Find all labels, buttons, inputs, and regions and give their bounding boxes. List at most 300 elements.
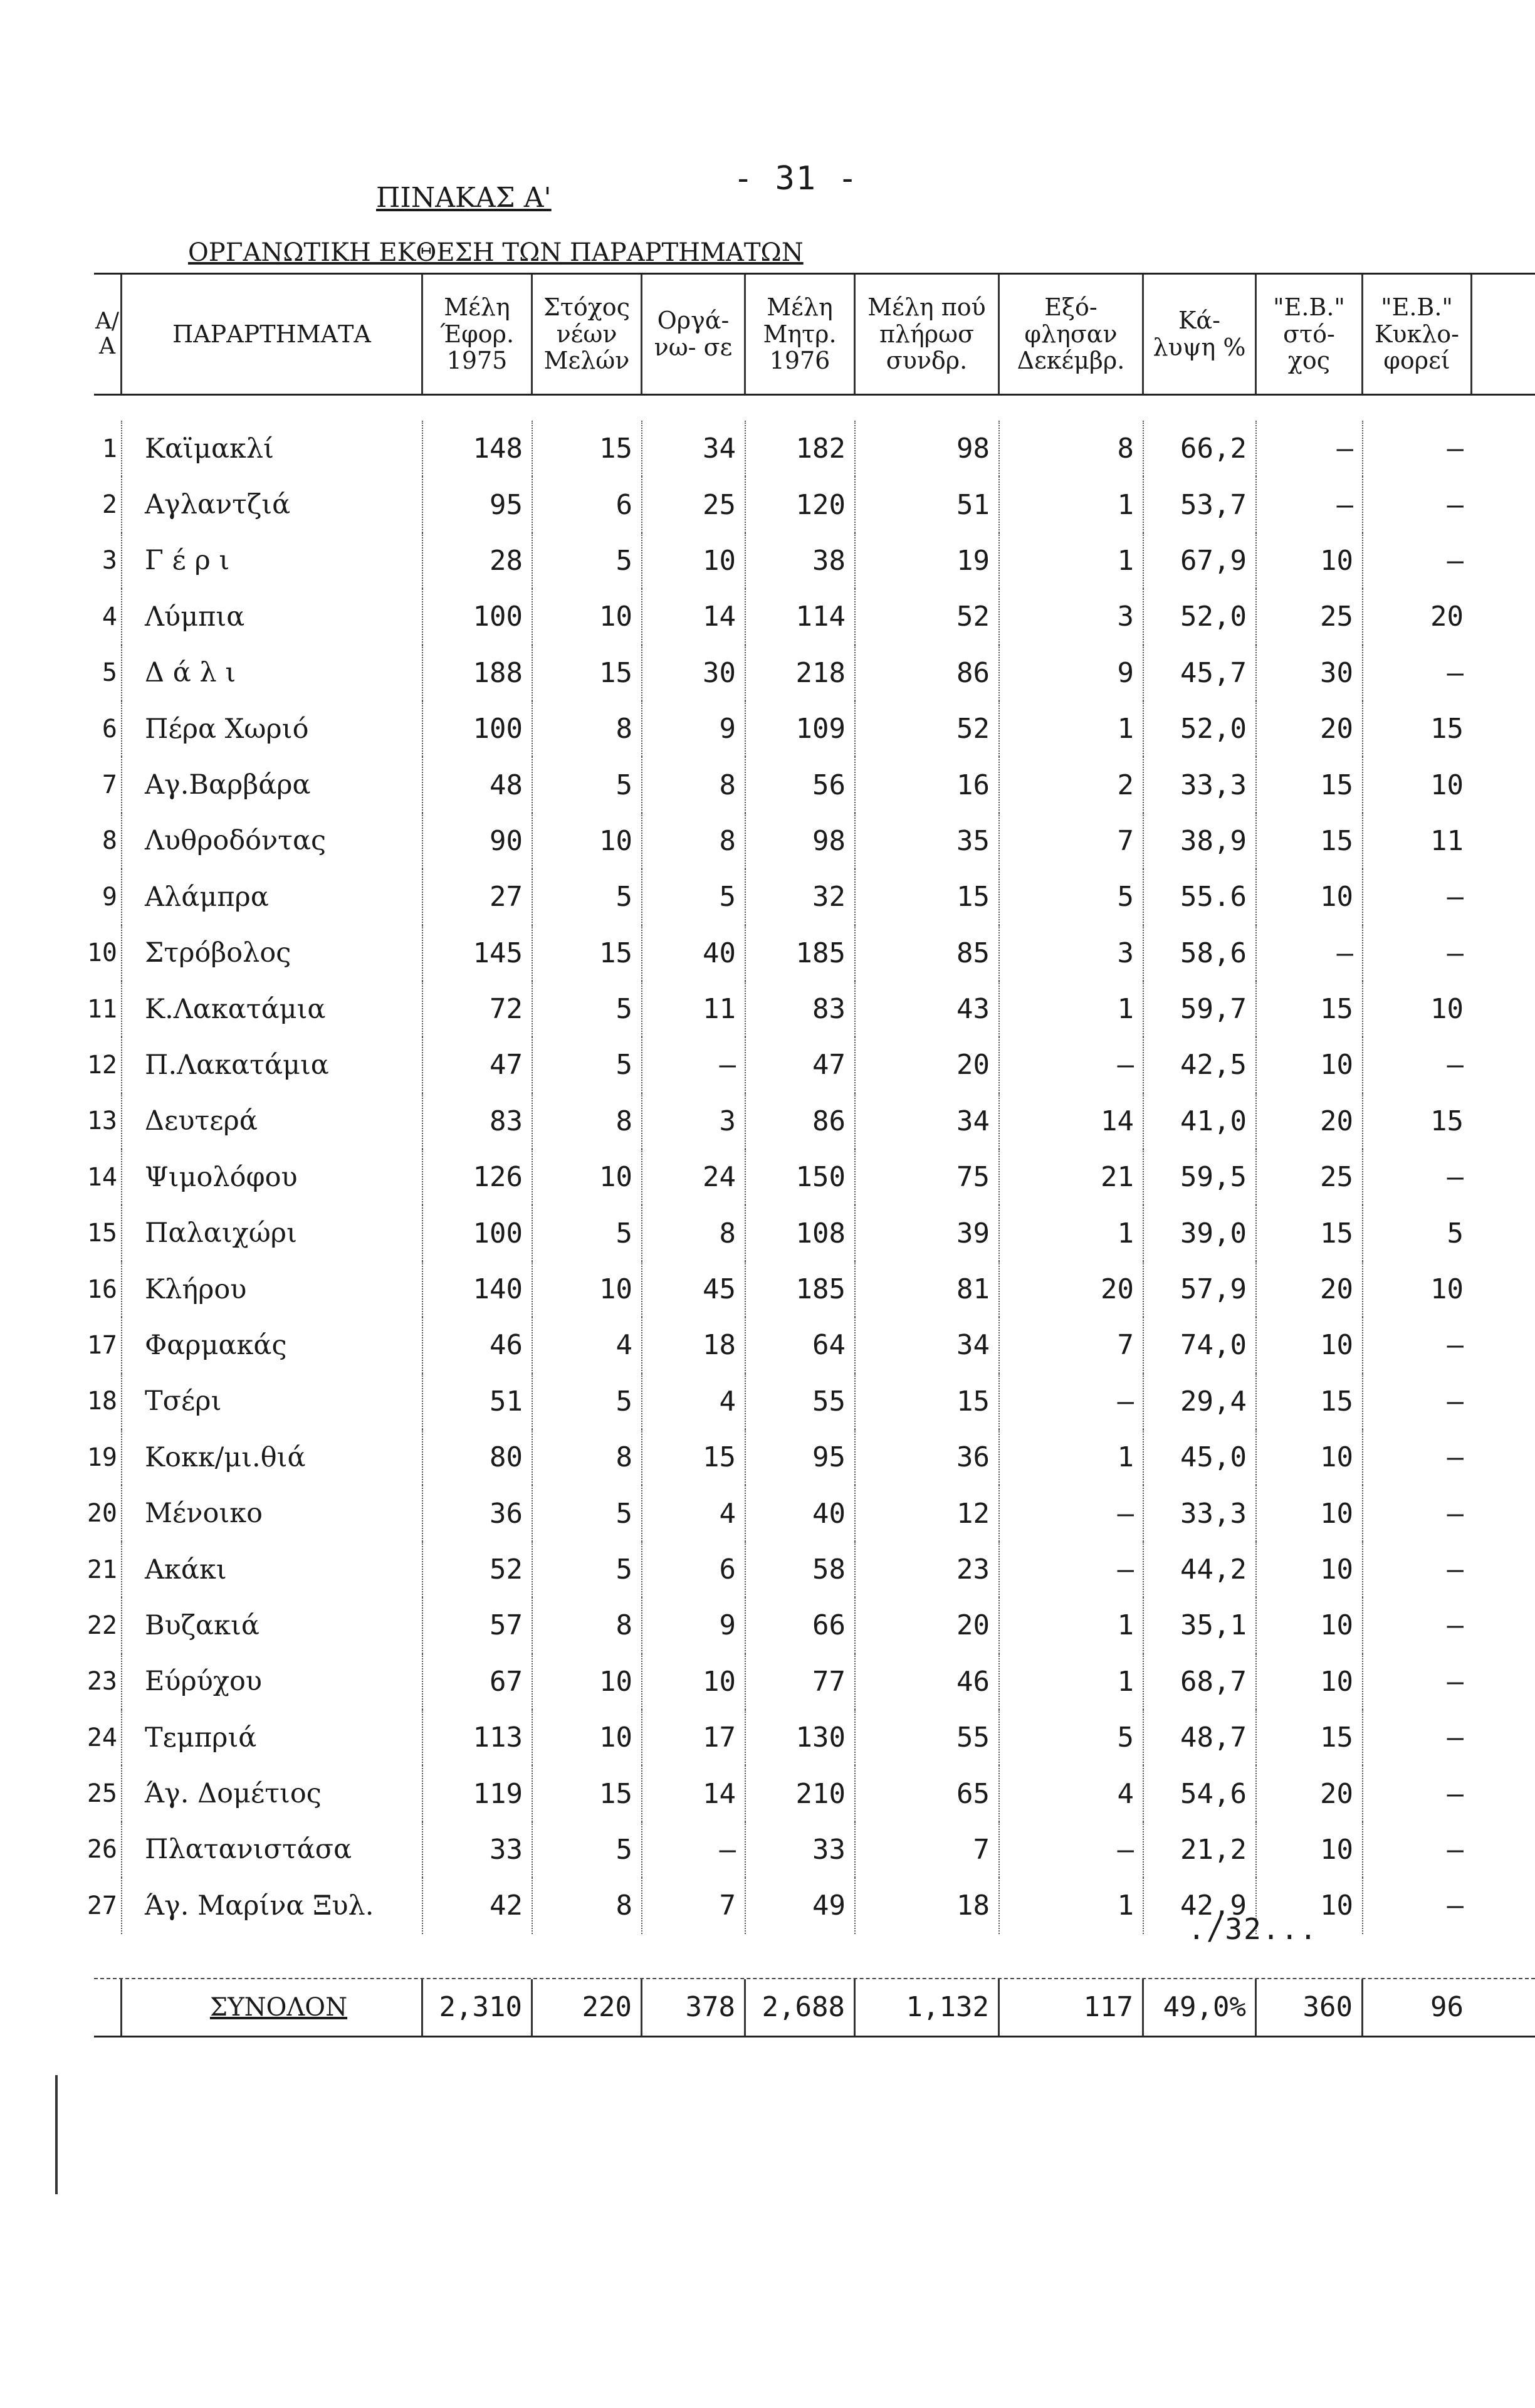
table-row [86,925,1535,981]
table-row [86,1485,1535,1541]
cell-no: 11 [94,981,122,1037]
cell-v4: 150 [746,1149,856,1205]
cell-v6: – [1000,1822,1144,1878]
cell-name: Φαρμακάς [122,1317,423,1373]
cell-v7: 29,4 [1144,1374,1257,1429]
cell-v1: 95 [423,476,533,532]
cell-v6: 1 [1000,1654,1144,1710]
cell-v9: 10 [1430,1273,1464,1306]
cell-no: 14 [94,1149,122,1205]
cell-v2: 10 [533,1261,642,1317]
cell-v5: 34 [856,1093,1000,1149]
cell-v5: 15 [856,1374,1000,1429]
cell-v8: 10 [1257,1654,1363,1710]
cell-v2: 5 [533,757,642,812]
cell-no: 16 [94,1261,122,1317]
cell-v4: 86 [746,1093,856,1149]
cell-v3: 4 [642,1485,746,1541]
cell-v1: 51 [423,1374,533,1429]
cell-v6: 1 [1000,701,1144,757]
cell-v8: 20 [1257,1765,1363,1821]
cell-v3: 9 [642,1597,746,1653]
cell-v4: 77 [746,1654,856,1710]
cell-no: 6 [94,701,122,757]
cell-v4: 55 [746,1374,856,1429]
cell-name: Ψιμολόφου [122,1149,423,1205]
cell-v4: 40 [746,1485,856,1541]
cell-v5: 20 [856,1597,1000,1653]
cell-v9: — [1447,1441,1464,1474]
cell-v2: 4 [533,1317,642,1373]
cell-v3: 7 [642,1878,746,1933]
cell-v4: 210 [746,1765,856,1821]
cell-v1: 67 [423,1654,533,1710]
cell-v2: 5 [533,869,642,925]
cell-no: 17 [94,1317,122,1373]
cell-name: Γ έ ρ ι [122,533,423,589]
cell-v7: 38,9 [1144,813,1257,869]
total-no [94,1979,122,2036]
header-no: Α/Α [94,275,122,394]
cell-v1: 46 [423,1317,533,1373]
cell-v9: — [1447,937,1464,969]
table-header [94,273,1535,396]
cell-no: 22 [94,1597,122,1653]
cell-v2: 6 [533,476,642,532]
cell-v3: 14 [642,589,746,644]
cell-v9: — [1447,1833,1464,1866]
cell-v1: 42 [423,1878,533,1933]
cell-v2: 8 [533,1429,642,1485]
cell-v6: – [1000,1542,1144,1597]
cell-v8: — [1257,476,1363,532]
cell-v1: 83 [423,1093,533,1149]
cell-v8: 15 [1257,1374,1363,1429]
cell-v8: 15 [1257,1205,1363,1261]
header-v6: Εξό- φλησαν Δεκέμβρ. [1000,275,1144,394]
cell-name: Λυθροδόντας [122,813,423,869]
cell-v7: 45,0 [1144,1429,1257,1485]
cell-v2: 10 [533,589,642,644]
cell-v9: 5 [1447,1217,1464,1249]
cell-v2: 10 [533,1710,642,1765]
header-v9: "Ε.Β." Κυκλο- φορεί [1363,275,1472,394]
cell-name: Παλαιχώρι [122,1205,423,1261]
cell-v4: 32 [746,869,856,925]
cell-name: Τεμπριά [122,1710,423,1765]
cell-v6: 14 [1000,1093,1144,1149]
total-v5: 1,132 [856,1979,1000,2036]
cell-v9: — [1447,433,1464,465]
table-row [94,813,1535,869]
cell-v3: 14 [642,1765,746,1821]
cell-v5: 19 [856,533,1000,589]
cell-v4: 185 [746,1261,856,1317]
cell-v8: — [1257,421,1363,476]
cell-no: 13 [94,1093,122,1149]
cell-name: Λύμπια [122,589,423,644]
cell-v4: 114 [746,589,856,644]
page-number: - 31 - [733,160,859,197]
cell-v3: 18 [642,1317,746,1373]
header-v8: "Ε.Β." στό- χος [1257,275,1363,394]
table-row [86,1093,1535,1149]
cell-v5: 98 [856,421,1000,476]
cell-v4: 130 [746,1710,856,1765]
cell-no: 15 [94,1205,122,1261]
cell-v9: — [1447,1161,1464,1194]
cell-v5: 16 [856,757,1000,812]
cell-v9: 10 [1430,993,1464,1026]
cell-name: Μένοικο [122,1485,423,1541]
cell-no: 2 [94,476,122,532]
cell-v8: 10 [1257,533,1363,589]
table-title: ΟΡΓΑΝΩΤΙΚΗ ΕΚΘΕΣΗ ΤΩΝ ΠΑΡΑΡΤΗΜΑΤΩΝ [188,238,804,267]
cell-v7: 59,7 [1144,981,1257,1037]
cell-v2: 8 [533,1597,642,1653]
cell-v7: 42,9 [1144,1878,1257,1933]
cell-v7: 74,0 [1144,1317,1257,1373]
total-v9: 96 [1430,1991,1464,2024]
cell-v8: 15 [1257,1710,1363,1765]
total-v8: 360 [1257,1979,1363,2036]
cell-v1: 90 [423,813,533,869]
table-row [86,1429,1535,1485]
cell-v3: 10 [642,1654,746,1710]
cell-v2: 15 [533,421,642,476]
header-v1: Μέλη Έφορ. 1975 [423,275,533,394]
cell-v1: 36 [423,1485,533,1541]
cell-v2: 8 [533,1878,642,1933]
cell-v2: 5 [533,1374,642,1429]
cell-name: Ακάκι [122,1542,423,1597]
cell-no: 27 [94,1878,122,1933]
cell-name: Εύρύχου [122,1654,423,1710]
cell-v7: 41,0 [1144,1093,1257,1149]
cell-v5: 86 [856,645,1000,701]
cell-v1: 80 [423,1429,533,1485]
header-v5: Μέλη πού πλήρωσ συνδρ. [856,275,1000,394]
cell-v3: 5 [642,869,746,925]
header-v4: Μέλη Μητρ. 1976 [746,275,856,394]
cell-v9: 20 [1430,601,1464,633]
total-v3: 378 [642,1979,746,2036]
cell-v5: 65 [856,1765,1000,1821]
cell-no: 3 [94,533,122,589]
cell-v1: 47 [423,1037,533,1093]
cell-no: 25 [94,1765,122,1821]
cell-v1: 100 [423,701,533,757]
cell-v7: 52,0 [1144,589,1257,644]
cell-name: Πέρα Χωριό [122,701,423,757]
total-row [94,1979,1535,2037]
cell-no: 10 [94,925,122,981]
cell-name: Αγλαντζιά [122,476,423,532]
cell-no: 19 [94,1429,122,1485]
cell-name: Αγ.Βαρβάρα [122,757,423,812]
cell-v3: 6 [642,1542,746,1597]
cell-v9: — [1447,1890,1464,1922]
cell-no: 20 [94,1485,122,1541]
cell-v9: — [1447,1665,1464,1698]
cell-v4: 182 [746,421,856,476]
cell-v5: 20 [856,1037,1000,1093]
cell-v1: 27 [423,869,533,925]
cell-v6: 4 [1000,1765,1144,1821]
cell-v3: 8 [642,757,746,812]
cell-v8: — [1257,925,1363,981]
cell-no: 8 [94,813,122,869]
table-row [86,1542,1535,1597]
cell-v2: 15 [533,1765,642,1821]
cell-v9: — [1447,1385,1464,1417]
cell-v9: — [1447,881,1464,913]
cell-v3: – [642,1037,746,1093]
cell-v9: 10 [1430,769,1464,801]
cell-v8: 10 [1257,1485,1363,1541]
cell-v3: 30 [642,645,746,701]
cell-v5: 43 [856,981,1000,1037]
cell-v5: 23 [856,1542,1000,1597]
cell-v8: 25 [1257,589,1363,644]
table-row [94,701,1535,757]
continuation-marker: ./32... [1188,1912,1318,1946]
cell-v1: 126 [423,1149,533,1205]
table-row [94,589,1535,644]
cell-v6: 1 [1000,981,1144,1037]
cell-v3: 11 [642,981,746,1037]
cell-v9: — [1447,656,1464,689]
cell-v1: 140 [423,1261,533,1317]
cell-v1: 100 [423,589,533,644]
cell-no: 9 [94,869,122,925]
cell-v6: 21 [1000,1149,1144,1205]
cell-v8: 15 [1257,981,1363,1037]
cell-v6: 3 [1000,589,1144,644]
cell-v4: 38 [746,533,856,589]
cell-v8: 25 [1257,1149,1363,1205]
table-row [94,476,1535,532]
table-row [86,1710,1535,1765]
cell-v7: 68,7 [1144,1654,1257,1710]
total-v6: 117 [1000,1979,1144,2036]
cell-v3: 8 [642,813,746,869]
cell-v1: 145 [423,925,533,981]
cell-v9: — [1447,1609,1464,1642]
cell-v2: 5 [533,1205,642,1261]
cell-v1: 28 [423,533,533,589]
cell-v2: 5 [533,1542,642,1597]
cell-v5: 36 [856,1429,1000,1485]
table-row [86,1878,1535,1933]
cell-v2: 10 [533,1149,642,1205]
cell-v2: 5 [533,981,642,1037]
cell-v8: 15 [1257,813,1363,869]
cell-v5: 12 [856,1485,1000,1541]
cell-v5: 39 [856,1205,1000,1261]
total-label: ΣΥΝΟΛΟΝ [122,1979,423,2036]
cell-v6: 2 [1000,757,1144,812]
margin-bracket [55,2075,58,2194]
table-row [86,1374,1535,1429]
cell-v6: 20 [1000,1261,1144,1317]
cell-v1: 57 [423,1597,533,1653]
cell-v6: 7 [1000,813,1144,869]
table-row [94,645,1535,701]
cell-v4: 108 [746,1205,856,1261]
cell-v3: 24 [642,1149,746,1205]
cell-no: 7 [94,757,122,812]
cell-no: 5 [94,645,122,701]
cell-v7: 21,2 [1144,1822,1257,1878]
cell-v8: 10 [1257,869,1363,925]
cell-v1: 188 [423,645,533,701]
cell-v2: 15 [533,925,642,981]
cell-v3: 25 [642,476,746,532]
cell-no: 24 [94,1710,122,1765]
cell-v8: 10 [1257,1822,1363,1878]
table-row [94,869,1535,925]
table-row [94,533,1535,589]
cell-v1: 113 [423,1710,533,1765]
cell-v7: 53,7 [1144,476,1257,532]
cell-v5: 81 [856,1261,1000,1317]
cell-v5: 75 [856,1149,1000,1205]
table-row [86,1205,1535,1261]
cell-v1: 72 [423,981,533,1037]
cell-v4: 98 [746,813,856,869]
cell-v9: — [1447,1554,1464,1585]
total-v7: 49,0% [1144,1979,1257,2036]
total-v2: 220 [533,1979,642,2036]
header-name: ΠΑΡΑΡΤΗΜΑΤΑ [122,275,423,394]
cell-v4: 33 [746,1822,856,1878]
cell-v9: 15 [1430,1105,1464,1137]
cell-v5: 52 [856,701,1000,757]
cell-v5: 52 [856,589,1000,644]
cell-v7: 42,5 [1144,1037,1257,1093]
cell-v2: 5 [533,1485,642,1541]
cell-name: Κοκκ/μι.θιά [122,1429,423,1485]
cell-no: 23 [94,1654,122,1710]
table-body [86,396,1535,1979]
cell-v1: 148 [423,421,533,476]
branches-table [86,273,1535,2037]
cell-v5: 15 [856,869,1000,925]
cell-v2: 8 [533,1093,642,1149]
cell-v4: 66 [746,1597,856,1653]
cell-v6: 1 [1000,533,1144,589]
cell-v8: 10 [1257,1429,1363,1485]
cell-v6: 7 [1000,1317,1144,1373]
cell-v9: — [1447,1722,1464,1754]
cell-v5: 34 [856,1317,1000,1373]
cell-v7: 44,2 [1144,1542,1257,1597]
cell-name: Τσέρι [122,1374,423,1429]
cell-no: 4 [94,589,122,644]
cell-v2: 10 [533,813,642,869]
cell-v7: 58,6 [1144,925,1257,981]
cell-name: Καϊμακλί [122,421,423,476]
cell-v2: 5 [533,1822,642,1878]
cell-v4: 49 [746,1878,856,1933]
table-row [94,421,1535,476]
cell-v8: 10 [1257,1542,1363,1597]
cell-v8: 30 [1257,645,1363,701]
total-v1: 2,310 [423,1979,533,2036]
cell-v3: 9 [642,701,746,757]
table-row [86,1822,1535,1878]
cell-v6: 1 [1000,1429,1144,1485]
cell-v6: 5 [1000,1710,1144,1765]
cell-v4: 185 [746,925,856,981]
cell-v4: 56 [746,757,856,812]
header-v7: Κά- λυψη % [1144,275,1257,394]
cell-v9: — [1447,1497,1464,1530]
cell-v7: 52,0 [1144,701,1257,757]
table-row [86,1765,1535,1821]
cell-v3: – [642,1822,746,1878]
cell-v1: 100 [423,1205,533,1261]
cell-v2: 5 [533,533,642,589]
table-row [86,1597,1535,1653]
cell-name: Δευτερά [122,1093,423,1149]
total-v4: 2,688 [746,1979,856,2036]
cell-v3: 10 [642,533,746,589]
cell-v6: – [1000,1374,1144,1429]
table-row [86,1037,1535,1093]
cell-v9: — [1447,1329,1464,1362]
cell-v7: 55.6 [1144,869,1257,925]
cell-v3: 17 [642,1710,746,1765]
header-v2: Στόχος νέων Μελών [533,275,642,394]
cell-v6: 1 [1000,476,1144,532]
cell-v6: 1 [1000,1878,1144,1933]
cell-name: Π.Λακατάμια [122,1037,423,1093]
cell-no: 21 [94,1542,122,1597]
cell-v1: 119 [423,1765,533,1821]
cell-v3: 34 [642,421,746,476]
cell-v2: 5 [533,1037,642,1093]
cell-v6: 1 [1000,1205,1144,1261]
cell-v4: 83 [746,981,856,1037]
cell-v6: – [1000,1037,1144,1093]
cell-v2: 15 [533,645,642,701]
cell-v1: 48 [423,757,533,812]
table-label: ΠΙΝΑΚΑΣ Α' [376,182,552,214]
cell-name: Άγ. Μαρίνα Ξυλ. [122,1878,423,1933]
cell-v8: 10 [1257,1597,1363,1653]
cell-v9: 15 [1430,713,1464,745]
cell-name: Άγ. Δομέτιος [122,1765,423,1821]
cell-v2: 8 [533,701,642,757]
cell-name: Δ ά λ ι [122,645,423,701]
cell-v6: 9 [1000,645,1144,701]
cell-v4: 120 [746,476,856,532]
cell-v1: 33 [423,1822,533,1878]
cell-no: 1 [94,421,122,476]
cell-no: 18 [94,1374,122,1429]
cell-v8: 10 [1257,1317,1363,1373]
table-row [86,1654,1535,1710]
cell-v7: 35,1 [1144,1597,1257,1653]
cell-v8: 15 [1257,757,1363,812]
cell-v3: 4 [642,1374,746,1429]
cell-v8: 20 [1257,701,1363,757]
cell-v8: 20 [1257,1261,1363,1317]
table-row [86,981,1535,1037]
cell-name: Αλάμπρα [122,869,423,925]
